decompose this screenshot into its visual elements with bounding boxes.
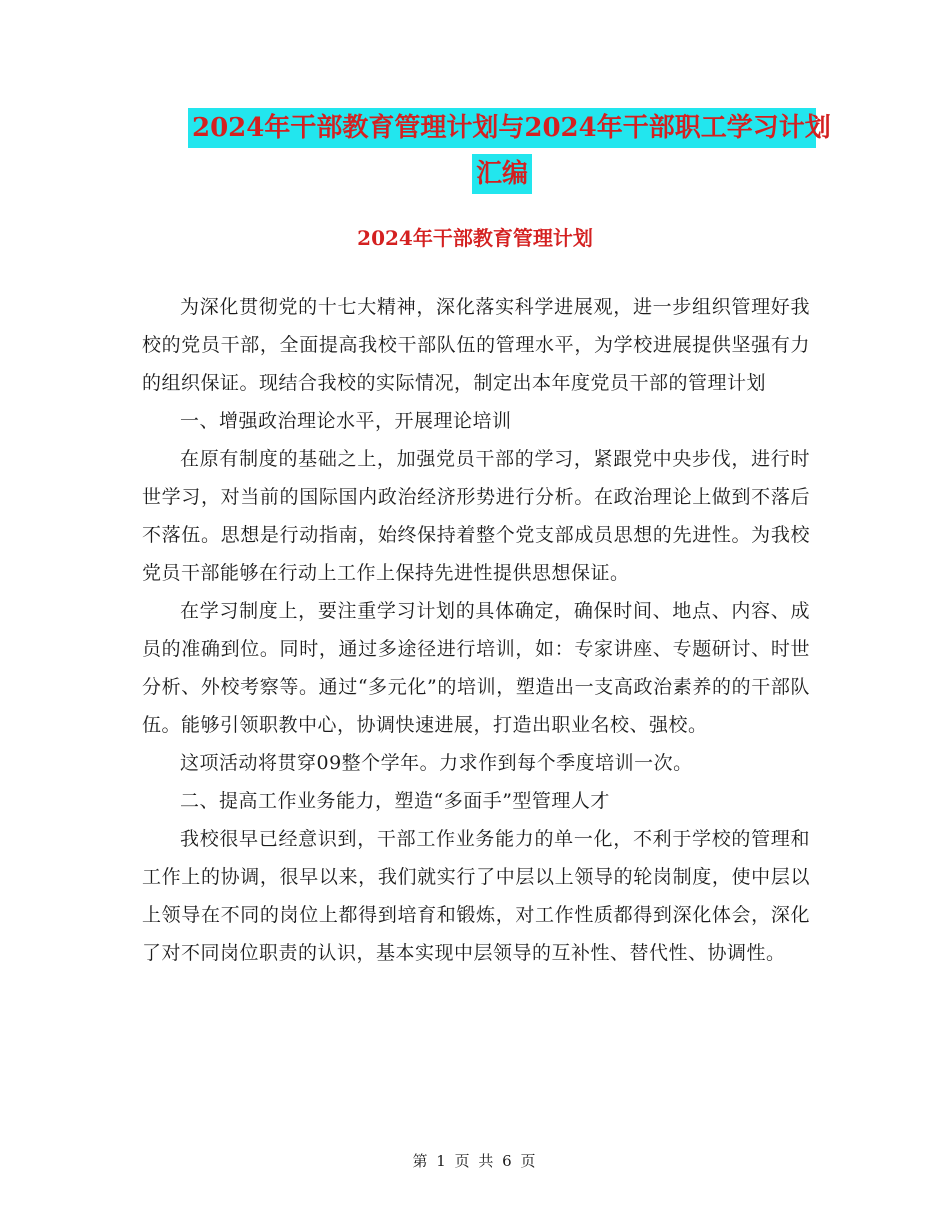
paragraph: 这项活动将贯穿09整个学年。力求作到每个季度培训一次。: [180, 752, 693, 774]
paragraph: 在学习制度上，要注重学习计划的具体确定，确保时间、地点、内容、成员的准确到位。同时，通过多途径进行培训，如：专家讲座、专题研讨、时世分析、外校考察等。通过“多元化”的培训，塑造出一支高政治素养的的干部队伍。能够引领职教中心，协调快速进展，打造出职业名校、强校。: [142, 600, 810, 736]
paragraph: 为深化贯彻党的十七大精神，深化落实科学进展观，进一步组织管理好我校的党员干部，全面提高我校干部队伍的管理水平，为学校进展提供坚强有力的组织保证。现结合我校的实际情况，制定出本年度党员干部的管理计划: [142, 296, 810, 394]
document-body: [142, 288, 810, 972]
paragraph: 我校很早已经意识到，干部工作业务能力的单一化，不利于学校的管理和工作上的协调，很早以来，我们就实行了中层以上领导的轮岗制度，使中层以上领导在不同的岗位上都得到培育和锻炼，对工作性质都得到深化体会，深化了对不同岗位职责的认识，基本实现中层领导的互补性、替代性、协调性。: [142, 828, 810, 964]
title-line-2: 汇编: [472, 154, 532, 194]
page-footer: 第 1 页 共 6 页: [412, 1152, 538, 1170]
title-line-1: 2024年干部教育管理计划与2024年干部职工学习计划: [188, 108, 816, 148]
section-heading: 一、增强政治理论水平，开展理论培训: [180, 410, 512, 432]
paragraph: 在原有制度的基础之上，加强党员干部的学习，紧跟党中央步伐，进行时世学习，对当前的国际国内政治经济形势进行分析。在政治理论上做到不落后不落伍。思想是行动指南，始终保持着整个党支部成员思想的先进性。为我校党员干部能够在行动上工作上保持先进性提供思想保证。: [142, 448, 810, 584]
section-heading: 二、提高工作业务能力，塑造“多面手”型管理人才: [180, 790, 610, 812]
section-title: 2024年干部教育管理计划: [357, 226, 593, 250]
